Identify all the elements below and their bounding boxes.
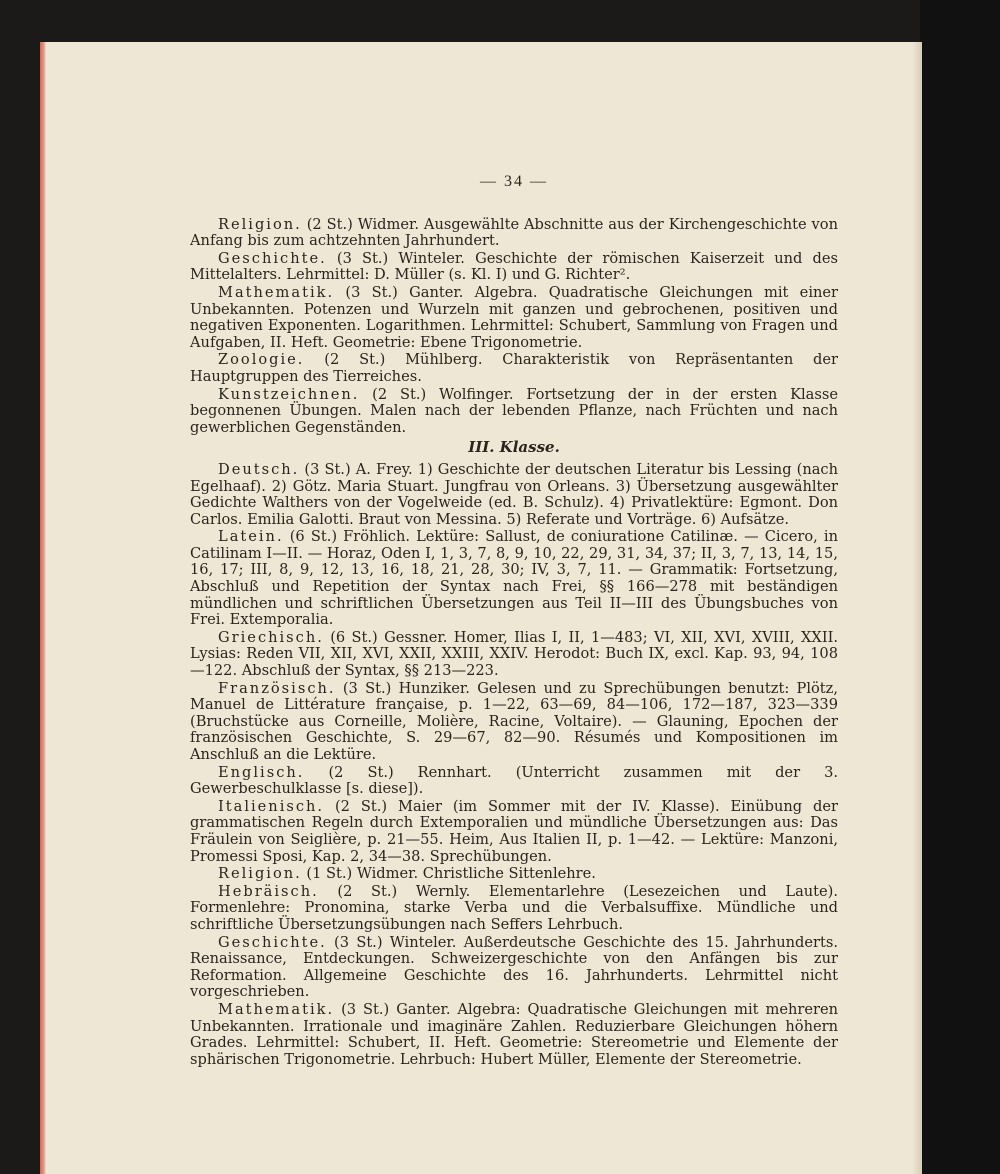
subject-paragraph: [190, 529, 838, 629]
subject-description: (2 St.) Rennhart. (Unterricht zusammen mit der 3. Gewerbeschulklasse [s. diese]).: [190, 763, 838, 798]
subject-name: Französisch.: [218, 679, 336, 697]
subject-name: Griechisch.: [218, 628, 324, 646]
subject-name: Latein.: [218, 528, 284, 546]
subject-description: (3 St.) Winteler. Geschichte der römischen Kaiserzeit und des Mittelalters. Lehrmittel: D. Müller (s. Kl. I) und G. Richter².: [190, 249, 838, 284]
subject-description: (2 St.) Maier (im Sommer mit der IV. Klasse). Einübung der grammatischen Regeln durch Extemporalien und mündliche Übersetzungen aus: Das Fräulein von Seiglière, p. 21—55. Heim, Aus Italien II, p. 1—42. — Lektüre: Manzoni, Promessi Sposi, Kap. 2, 34—38. Sprechübungen.: [190, 797, 838, 865]
subject-name: Zoologie.: [218, 351, 305, 369]
subject-name: Deutsch.: [218, 460, 300, 478]
subject-paragraph: [190, 251, 838, 284]
subject-name: Mathematik.: [218, 1000, 335, 1018]
page-content: [190, 174, 838, 1069]
subject-description: (3 St.) Ganter. Algebra: Quadratische Gleichungen mit mehreren Unbekannten. Irrationale und imaginäre Zahlen. Reduzierbare Gleichungen höhern Grades. Lehrmittel: Schubert, II. Heft. Geometrie: Stereometrie und Elemente der sphärischen Trigonometrie. Lehrbuch: Hubert Müller, Elemente der Stereometrie.: [190, 1000, 838, 1068]
subject-description: (2 St.) Wolfinger. Fortsetzung der in der ersten Klasse begonnenen Übungen. Malen nach der lebenden Pflanze, nach Früchten und nach gewerblichen Gegenständen.: [190, 385, 838, 436]
subject-paragraph: [190, 630, 838, 680]
subject-paragraph: [190, 935, 838, 1001]
class-iii-paragraphs: [190, 462, 838, 1068]
class-ii-paragraphs: [190, 217, 838, 437]
subject-paragraph: [190, 866, 838, 883]
subject-description: (3 St.) Ganter. Algebra. Quadratische Gleichungen mit einer Unbekannten. Potenzen und Wurzeln mit ganzen und gebrochenen, positiven und negativen Exponenten. Logarithmen. Lehrmittel: Schubert, Sammlung von Fragen und Aufgaben, II. Heft. Geometrie: Ebene Trigonometrie.: [190, 283, 838, 351]
subject-description: (3 St.) Hunziker. Gelesen und zu Sprechübungen benutzt: Plötz, Manuel de Littérature française, p. 1—22, 63—69, 84—106, 172—187, 323—339 (Bruchstücke aus Corneille, Molière, Racine, Voltaire). — Glauning, Epochen der französischen Geschichte, S. 29—67, 82—90. Résumés und Kompositionen im Anschluß an die Lektüre.: [190, 679, 838, 763]
subject-description: (2 St.) Widmer. Ausgewählte Abschnitte aus der Kirchengeschichte von Anfang bis zum achtzehnten Jahrhundert.: [190, 215, 838, 250]
subject-paragraph: [190, 765, 838, 798]
section-heading: III. Klasse.: [468, 438, 560, 457]
subject-paragraph: [190, 681, 838, 764]
subject-name: Religion.: [218, 215, 302, 233]
subject-name: Geschichte.: [218, 249, 327, 267]
page-number: — 34 —: [480, 173, 548, 190]
page-binding-edge: [40, 42, 46, 1174]
book-page: [40, 42, 922, 1174]
subject-description: (3 St.) Winteler. Außerdeutsche Geschichte des 15. Jahrhunderts. Renaissance, Entdeckungen. Schweizergeschichte von den Anfängen bis zur Reformation. Allgemeine Geschichte des 16. Jahrhunderts. Lehrmittel nicht vorgeschrieben.: [190, 933, 838, 1001]
subject-description: (3 St.) A. Frey. 1) Geschichte der deutschen Literatur bis Lessing (nach Egelhaaf). 2) Götz. Maria Stuart. Jungfrau von Orleans. 3) Übersetzung ausgewählter Gedichte Walthers von der Vogelweide (ed. B. Schulz). 4) Privatlektüre: Egmont. Don Carlos. Emilia Galotti. Braut von Messina. 5) Referate und Vorträge. 6) Aufsätze.: [190, 460, 838, 528]
subject-paragraph: [190, 1002, 838, 1068]
subject-paragraph: [190, 352, 838, 385]
subject-name: Englisch.: [218, 763, 305, 781]
subject-name: Hebräisch.: [218, 882, 319, 900]
subject-paragraph: [190, 285, 838, 351]
subject-paragraph: [190, 387, 838, 437]
subject-paragraph: [190, 217, 838, 250]
subject-description: (6 St.) Gessner. Homer, Ilias I, II, 1—483; VI, XII, XVI, XVIII, XXII. Lysias: Reden VII, XII, XVI, XXII, XXIII, XXIV. Herodot: Buch IX, excl. Kap. 93, 94, 108—122. Abschluß der Syntax, §§ 213—223.: [190, 628, 838, 680]
subject-description: (6 St.) Fröhlich. Lektüre: Sallust, de coniuratione Catilinæ. — Cicero, in Catilinam I—II. — Horaz, Oden I, 1, 3, 7, 8, 9, 10, 22, 29, 31, 34, 37; II, 3, 7, 13, 14, 15, 16, 17; III, 8, 9, 12, 13, 16, 18, 21, 28, 30; IV, 3, 7, 11. — Grammatik: Fortsetzung, Abschluß und Repetition der Syntax nach Frei, §§ 166—278 mit beständigen mündlichen und schriftlichen Übersetzungen aus Teil II—III des Übungsbuches von Frei. Extemporalia.: [190, 528, 838, 629]
subject-paragraph: [190, 799, 838, 865]
subject-description: (2 St.) Wernly. Elementarlehre (Lesezeichen und Laute). Formenlehre: Pronomina, starke Verba und die Verbalsuffixe. Mündliche und schriftliche Übersetzungsübungen nach Seffers Lehrbuch.: [190, 882, 838, 933]
subject-name: Italienisch.: [218, 797, 325, 815]
scan-background: [920, 0, 1000, 1174]
subject-name: Geschichte.: [218, 933, 327, 951]
subject-description: (1 St.) Widmer. Christliche Sittenlehre.: [301, 865, 596, 883]
page-shadow: [912, 42, 922, 1174]
subject-paragraph: [190, 884, 838, 934]
subject-description: (2 St.) Mühlberg. Charakteristik von Repräsentanten der Hauptgruppen des Tierreiches.: [190, 351, 838, 385]
subject-name: Kunstzeichnen.: [218, 385, 360, 403]
subject-name: Mathematik.: [218, 283, 335, 301]
subject-name: Religion.: [218, 865, 302, 883]
subject-paragraph: [190, 462, 838, 528]
